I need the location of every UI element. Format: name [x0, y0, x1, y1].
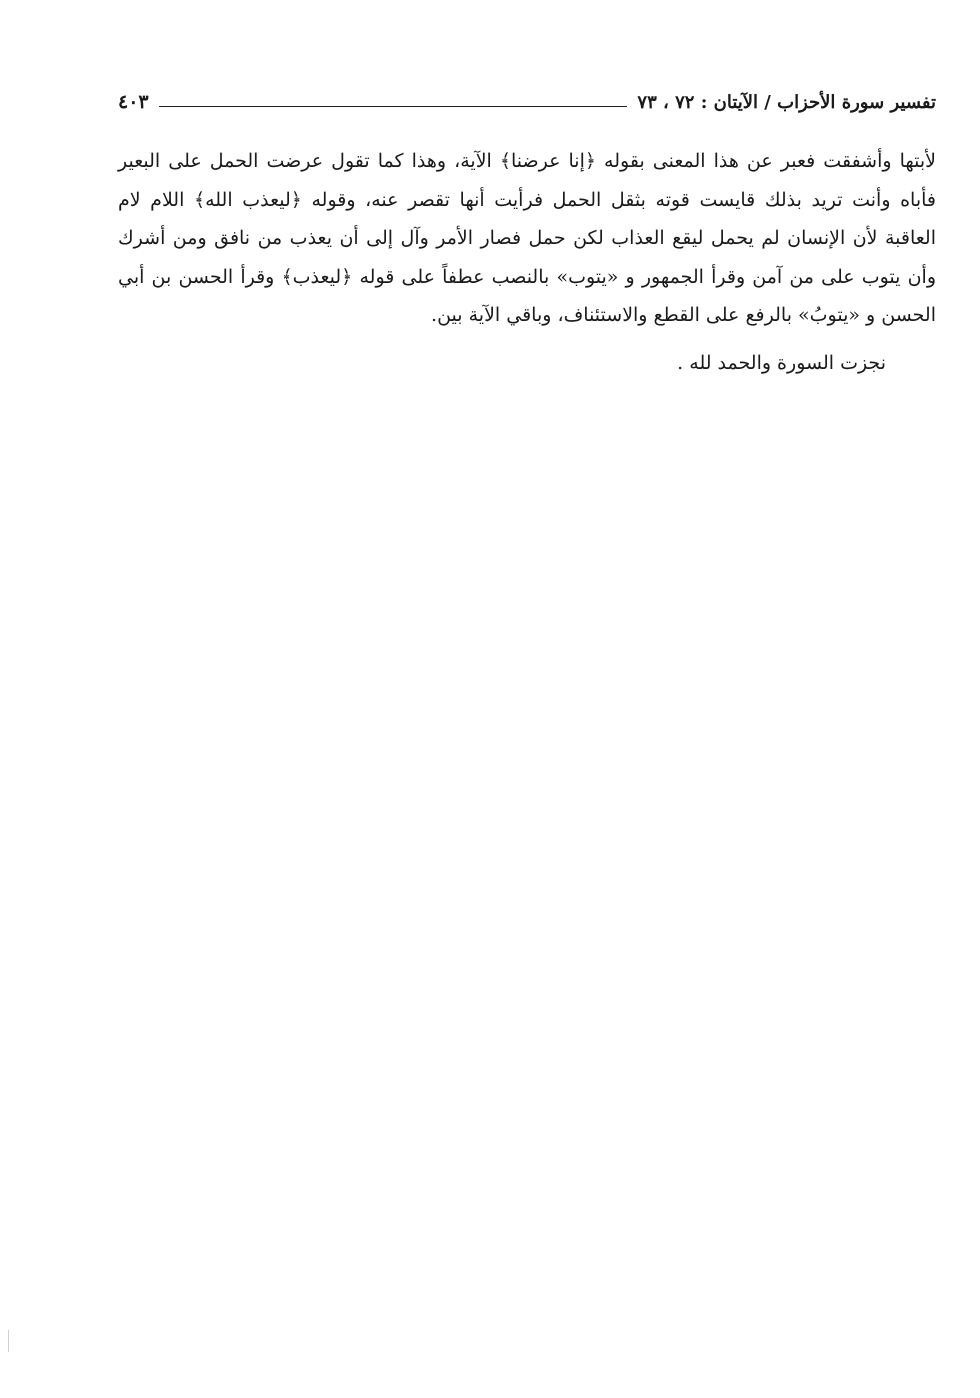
text-line: وأن يتوب على من آمن وقرأ الجمهور و «يتوب» بالنصب عطفاً على قوله ﴿ليعذب﴾ وقرأ الحسن بن أبي [118, 265, 937, 288]
text-line: العاقبة لأن الإنسان لم يحمل ليقع العذاب لكن حمل فصار الأمر وآل إلى أن يعذب من نافق ومن أشرك [118, 227, 936, 249]
closing-line: نجزت السورة والحمد لله . [677, 352, 886, 374]
text-line: الحسن و «يتوبُ» بالرفع على القطع والاستئناف، وباقي الآية بين. [431, 304, 936, 326]
body-paragraph [118, 142, 936, 335]
scan-mark [8, 1330, 9, 1352]
running-title: تفسير سورة الأحزاب / الآيتان : ٧٢ ، ٧٣ [637, 91, 936, 113]
page-header [118, 88, 936, 116]
header-rule [159, 106, 628, 107]
text-line: فأباه وأنت تريد بذلك قايست قوته بثقل الحمل فرأيت أنها تقصر عنه، وقوله ﴿ليعذب الله﴾ اللام لام [118, 188, 936, 211]
text-line: لأبتها وأشفقت فعبر عن هذا المعنى بقوله ﴿إنا عرضنا﴾ الآية، وهذا كما تقول عرضت الحمل على البعير [118, 150, 936, 172]
page-number: ٤٠٣ [118, 91, 149, 113]
